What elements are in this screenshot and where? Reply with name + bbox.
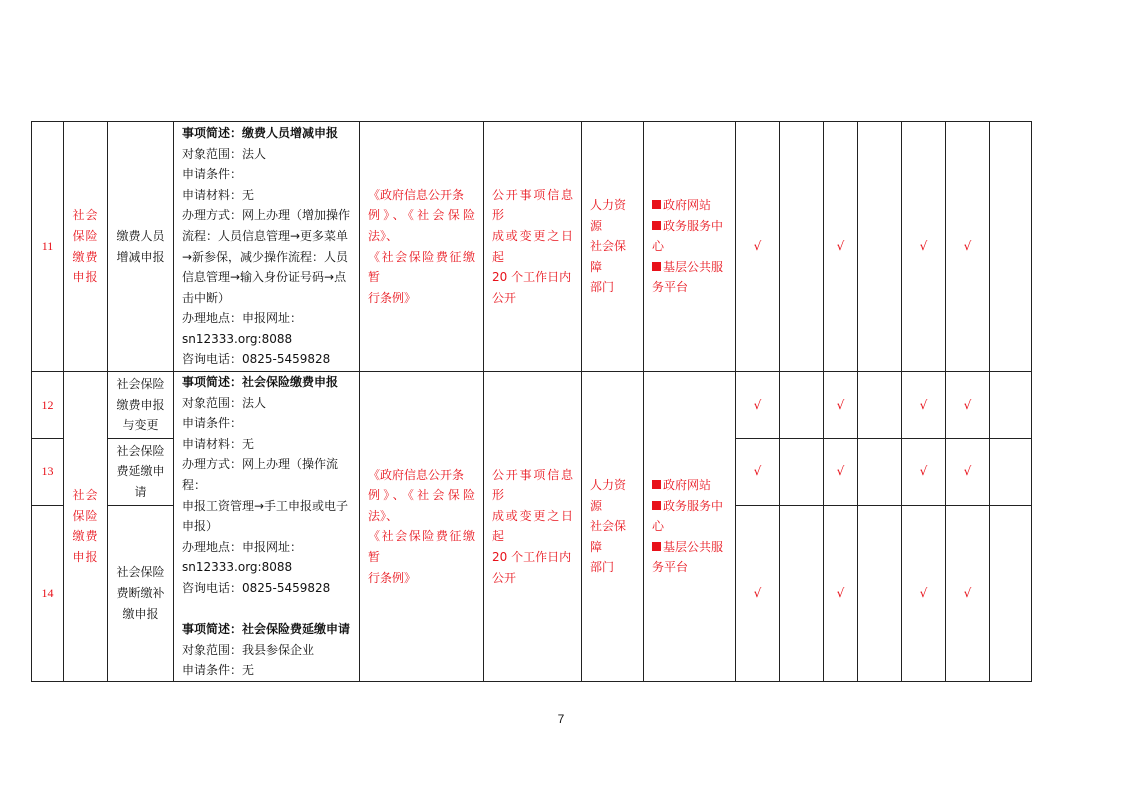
- department-cell: [582, 122, 644, 372]
- empty-cell: [858, 372, 902, 439]
- empty-cell: [858, 505, 902, 681]
- law-line: 《政府信息公开条: [368, 187, 465, 202]
- red-square-icon: [652, 501, 661, 510]
- dept-line: 社会保障: [590, 239, 627, 274]
- row-number: 13: [32, 438, 64, 505]
- category-line: 申报: [72, 550, 99, 565]
- timeline-line: 公开: [492, 290, 517, 305]
- description-line: 申报工资管理→手工申报或电子: [182, 498, 349, 513]
- check-mark: √: [946, 122, 990, 372]
- category-line: 社会: [72, 488, 99, 503]
- channels-cell: [644, 122, 736, 372]
- check-mark: √: [736, 122, 780, 372]
- timeline-line: 20 个工作日内: [492, 270, 572, 285]
- description-line: 办理方式：网上办理（操作流程：: [182, 457, 339, 492]
- law-line: 《政府信息公开条: [368, 467, 465, 482]
- description-line: 办理方式：网上办理（增加操作: [182, 208, 351, 223]
- description-heading: 事项简述：社会保险缴费申报: [182, 375, 339, 389]
- timeline-line: 公开事项信息形: [492, 467, 573, 503]
- check-mark: √: [946, 438, 990, 505]
- timeline-line: 成或变更之日起: [492, 508, 573, 544]
- check-mark: √: [824, 438, 858, 505]
- department-cell: [582, 372, 644, 682]
- empty-cell: [990, 122, 1032, 372]
- description-line: sn12333.org:8088: [182, 560, 293, 575]
- empty-cell: [858, 438, 902, 505]
- item-line: 请: [134, 484, 147, 499]
- item-name-cell: [108, 438, 174, 505]
- check-mark: √: [736, 505, 780, 681]
- page-number: 7: [557, 712, 565, 726]
- description-line: 对象范围：法人: [182, 395, 267, 410]
- channel-text: 心: [652, 519, 665, 534]
- empty-cell: [780, 372, 824, 439]
- item-line: 社会保险: [116, 376, 165, 391]
- category-cell: [64, 372, 108, 682]
- law-line: 例》、《社会保险法》、: [368, 208, 475, 243]
- check-mark: √: [824, 505, 858, 681]
- item-name-cell: [108, 372, 174, 439]
- item-line: 费断缴补: [116, 585, 165, 600]
- category-cell: [64, 122, 108, 372]
- law-line: 《社会保险费征缴暂: [368, 249, 475, 285]
- empty-cell: [990, 372, 1032, 439]
- law-line: 行条例》: [368, 290, 417, 305]
- dept-line: 社会保障: [590, 519, 627, 554]
- description-line: 申请条件：: [182, 416, 243, 431]
- dept-line: 部门: [590, 280, 615, 295]
- row-number: 12: [32, 372, 64, 439]
- channel-text: 基层公共服: [663, 539, 724, 554]
- description-line: 办理地点：申报网址：: [182, 539, 303, 554]
- item-line: 与变更: [122, 418, 159, 433]
- item-line: 缴费人员: [116, 228, 165, 243]
- channel-text: 政务服务中: [663, 498, 724, 513]
- empty-cell: [780, 505, 824, 681]
- empty-cell: [780, 122, 824, 372]
- timeline-line: 公开事项信息形: [492, 187, 573, 223]
- description-line: 申请材料：无: [182, 436, 255, 451]
- dept-line: 人力资源: [590, 198, 627, 233]
- description-line: 申报）: [182, 519, 219, 534]
- table-row: [32, 122, 1032, 372]
- timeline-line: 20 个工作日内: [492, 550, 572, 565]
- check-mark: √: [946, 372, 990, 439]
- channel-text: 基层公共服: [663, 259, 724, 274]
- description-heading: 事项简述：缴费人员增减申报: [182, 125, 339, 140]
- description-heading: 事项简述：社会保险费延缴申请: [182, 622, 351, 637]
- description-line: 流程：人员信息管理→更多菜单: [182, 228, 349, 243]
- description-line: 申请材料：无: [182, 187, 255, 202]
- empty-cell: [858, 122, 902, 372]
- legal-basis-cell: [360, 372, 484, 682]
- description-line: 对象范围：我县参保企业: [182, 642, 315, 657]
- item-line: 缴申报: [122, 606, 159, 621]
- category-line: 保险: [72, 228, 99, 243]
- check-mark: √: [902, 372, 946, 439]
- empty-cell: [990, 438, 1032, 505]
- description-line: 办理地点：申报网址：: [182, 311, 303, 326]
- item-line: 社会保险: [116, 443, 165, 458]
- law-line: 例》、《社会保险法》、: [368, 488, 475, 523]
- law-line: 行条例》: [368, 570, 417, 585]
- description-line: 信息管理→输入身份证号码→点: [182, 270, 347, 285]
- row-number: 11: [32, 122, 64, 372]
- channel-text: 政府网站: [663, 477, 712, 492]
- dept-line: 部门: [590, 560, 615, 575]
- timeline-line: 公开: [492, 570, 517, 585]
- red-square-icon: [652, 221, 661, 230]
- category-line: 申报: [72, 270, 99, 285]
- description-line: sn12333.org:8088: [182, 331, 293, 346]
- category-line: 缴费: [72, 529, 99, 544]
- description-line: →新参保，减少操作流程：人员: [182, 249, 349, 264]
- item-line: 缴费申报: [116, 397, 165, 412]
- description-cell: [174, 122, 360, 372]
- timeline-cell: [484, 372, 582, 682]
- check-mark: √: [736, 438, 780, 505]
- check-mark: √: [902, 438, 946, 505]
- check-mark: √: [824, 122, 858, 372]
- item-line: 增减申报: [116, 249, 165, 264]
- timeline-cell: [484, 122, 582, 372]
- legal-basis-cell: [360, 122, 484, 372]
- check-mark: √: [902, 505, 946, 681]
- empty-cell: [780, 438, 824, 505]
- timeline-line: 成或变更之日起: [492, 228, 573, 264]
- check-mark: √: [946, 505, 990, 681]
- check-mark: √: [824, 372, 858, 439]
- law-line: 《社会保险费征缴暂: [368, 529, 475, 565]
- empty-cell: [990, 505, 1032, 681]
- channels-cell: [644, 372, 736, 682]
- description-line: 申请条件：无: [182, 663, 255, 678]
- check-mark: √: [736, 372, 780, 439]
- category-line: 社会: [72, 208, 99, 223]
- category-line: 缴费: [72, 249, 99, 264]
- disclosure-table: [31, 121, 1032, 682]
- category-line: 保险: [72, 508, 99, 523]
- channel-text: 政府网站: [663, 198, 712, 213]
- item-line: 社会保险: [116, 565, 165, 580]
- channel-text: 务平台: [652, 560, 689, 575]
- description-line: 对象范围：法人: [182, 146, 267, 161]
- item-name-cell: [108, 122, 174, 372]
- description-line: 申请条件：: [182, 167, 243, 182]
- red-square-icon: [652, 542, 661, 551]
- item-name-cell: [108, 505, 174, 681]
- check-mark: √: [902, 122, 946, 372]
- description-line: 咨询电话：0825-5459828: [182, 352, 331, 367]
- channel-text: 心: [652, 239, 665, 254]
- channel-text: 务平台: [652, 280, 689, 295]
- channel-text: 政务服务中: [663, 218, 724, 233]
- description-line: 击中断）: [182, 290, 231, 305]
- spacer: [182, 599, 351, 620]
- dept-line: 人力资源: [590, 477, 627, 513]
- red-square-icon: [652, 262, 661, 271]
- description-line: 咨询电话：0825-5459828: [182, 580, 331, 595]
- table-row: [32, 372, 1032, 439]
- item-line: 费延缴申: [116, 464, 165, 479]
- red-square-icon: [652, 480, 661, 489]
- red-square-icon: [652, 200, 661, 209]
- description-cell: [174, 372, 360, 682]
- row-number: 14: [32, 505, 64, 681]
